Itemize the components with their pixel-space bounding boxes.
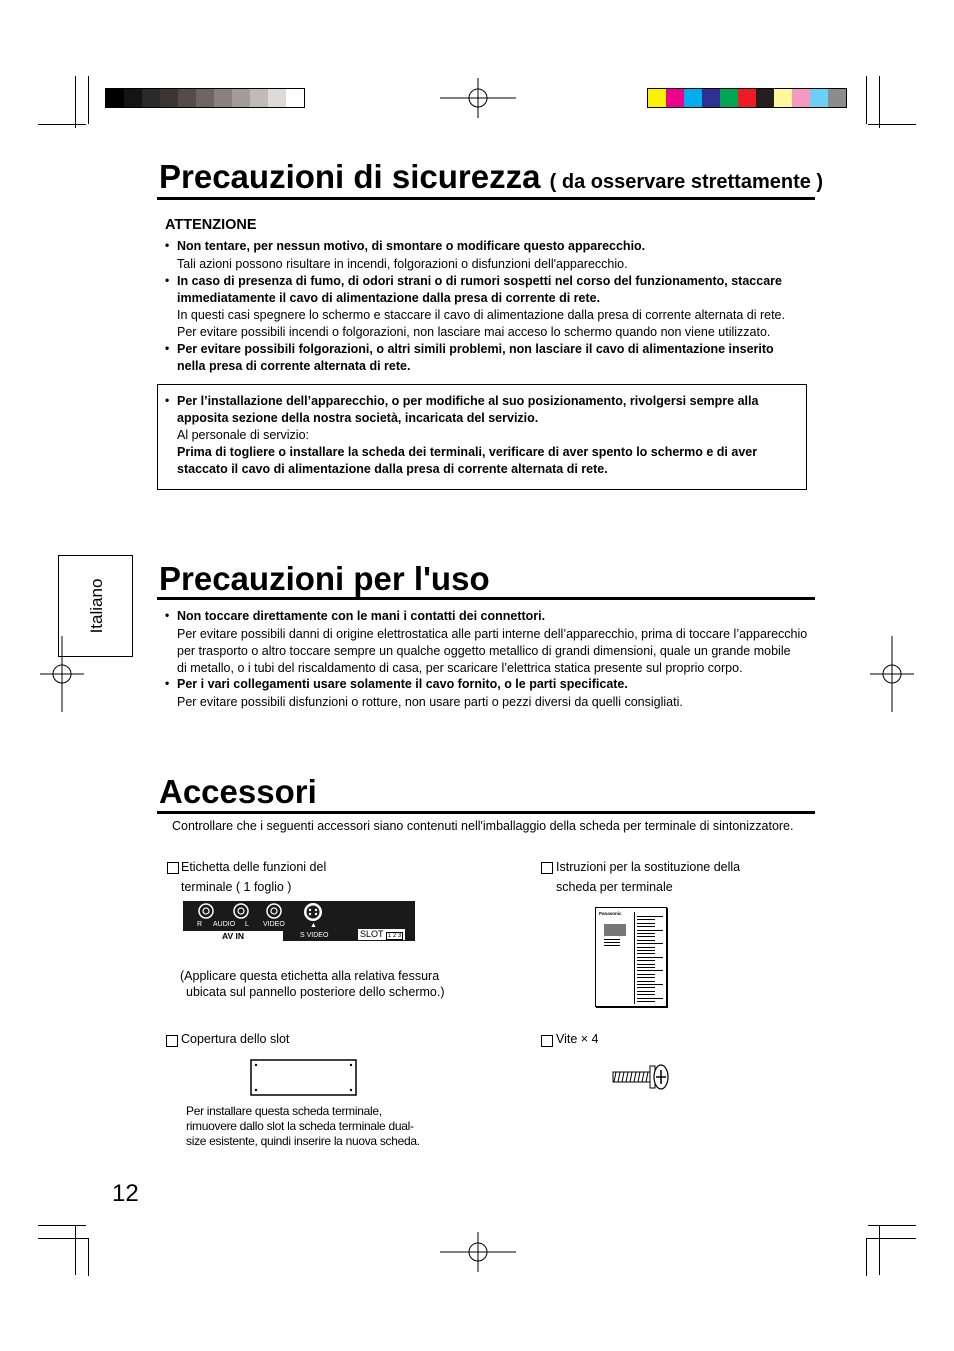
booklet-text-line — [637, 947, 655, 948]
booklet-text-line — [637, 967, 655, 968]
label-svideo: S VIDEO — [300, 932, 329, 939]
booklet-text-line — [604, 945, 620, 946]
booklet-text-line — [637, 916, 663, 917]
item3-note-2: rimuovere dallo slot la scheda terminale dual- — [186, 1119, 414, 1133]
bullet: • — [165, 341, 170, 355]
registration-swatch — [774, 89, 792, 107]
booklet-text-line — [637, 950, 655, 951]
registration-swatch — [666, 89, 684, 107]
accessories-intro: Controllare che i seguenti accessori siano contenuti nell'imballaggio della scheda per terminale di sintonizzatore. — [172, 819, 794, 833]
booklet-brand: Panasonic — [599, 911, 622, 916]
item3-note-3: size esistente, quindi inserire la nuova scheda. — [186, 1134, 420, 1148]
crop-mark — [88, 76, 89, 124]
booklet-text-line — [637, 919, 655, 920]
crop-mark — [866, 1238, 867, 1276]
registration-swatch — [142, 89, 160, 107]
booklet-text-line — [637, 957, 663, 958]
booklet-text-line — [637, 964, 655, 965]
checkbox-icon — [167, 862, 179, 874]
crop-mark — [866, 1238, 916, 1239]
registration-swatch — [720, 89, 738, 107]
registration-swatch — [792, 89, 810, 107]
section-rule — [157, 197, 815, 200]
booklet-text-line — [604, 939, 620, 940]
registration-swatch — [738, 89, 756, 107]
crop-mark — [868, 1225, 916, 1226]
registration-swatch — [160, 89, 178, 107]
booklet-text-line — [637, 926, 655, 927]
booklet-text-line — [637, 1001, 655, 1002]
booklet-text-line — [637, 940, 655, 941]
crop-mark — [868, 124, 916, 125]
registration-swatch — [702, 89, 720, 107]
language-tab-label: Italiano — [87, 578, 106, 634]
crop-mark — [88, 1238, 89, 1276]
booklet-image — [604, 924, 626, 936]
function-label-sticker — [183, 901, 415, 941]
attention-label: ATTENZIONE — [165, 217, 257, 233]
gray-registration-bar — [105, 88, 305, 108]
box-bold-2: apposita sezione della nostra società, incaricata del servizio. — [177, 411, 539, 425]
registration-swatch — [286, 89, 304, 107]
label-slot-text: SLOT — [360, 929, 384, 939]
instruction-booklet — [595, 907, 667, 1007]
item-label-line-2: terminale ( 1 foglio ) — [181, 880, 292, 894]
crop-mark — [75, 1225, 76, 1275]
box-bold-1: Per l’installazione dell’apparecchio, o per modifiche al suo posizionamento, rivolgersi sempre alla — [177, 394, 759, 408]
booklet-text-line — [637, 933, 655, 934]
use-bullet-1-text-1: Per evitare possibili danni di origine elettrostatica alle parti interne dell’apparecchio, prima di toccare l’apparecchio — [177, 627, 808, 641]
registration-target-icon — [440, 78, 516, 118]
checkbox-icon — [166, 1035, 178, 1047]
triangle-icon: ▲ — [310, 922, 317, 929]
crop-mark — [866, 76, 867, 124]
language-tab — [58, 555, 133, 657]
bullet: • — [165, 608, 170, 622]
booklet-text-line — [637, 953, 655, 954]
label-l: L — [245, 921, 249, 928]
registration-swatch — [250, 89, 268, 107]
page-number: 12 — [112, 1180, 139, 1207]
registration-swatch — [196, 89, 214, 107]
registration-target-icon — [440, 1232, 516, 1272]
crop-mark — [38, 124, 86, 125]
rca-jack-icon — [233, 903, 249, 919]
booklet-text-line — [637, 987, 655, 988]
use-bullet-2-bold: Per i vari collegamenti usare solamente il cavo fornito, o le parti specificate. — [177, 677, 628, 691]
crop-mark — [75, 76, 76, 128]
label-r: R — [197, 921, 203, 928]
box-bold-4: staccato il cavo di alimentazione dalla presa di corrente alternata di rete. — [177, 462, 608, 476]
crop-mark — [38, 1225, 86, 1226]
registration-swatch — [124, 89, 142, 107]
label-audio: AUDIO — [213, 921, 236, 928]
bullet: • — [165, 273, 170, 287]
safety-title — [159, 158, 823, 196]
registration-swatch — [684, 89, 702, 107]
label-video: VIDEO — [263, 921, 285, 928]
section-rule — [157, 597, 815, 600]
registration-swatch — [214, 89, 232, 107]
item-label-line-1: Etichetta delle funzioni del — [181, 860, 327, 874]
color-registration-bar — [647, 88, 847, 108]
label-slot — [358, 929, 405, 940]
registration-swatch — [756, 89, 774, 107]
use-bullet-2-text: Per evitare possibili disfunzioni o rotture, non usare parti o pezzi diversi da quelli consigliati. — [177, 695, 683, 709]
registration-target-icon — [870, 636, 914, 712]
use-title: Precauzioni per l'uso — [159, 560, 490, 597]
booklet-column — [634, 912, 665, 1004]
item3-note-1: Per installare questa scheda terminale, — [186, 1104, 382, 1118]
use-bullet-1-text-2: per trasporto o altro toccare sempre un qualche oggetto metallico di grandi dimensioni, quale un grande mobile — [177, 644, 791, 658]
booklet-text-line — [637, 960, 655, 961]
item3-label: Copertura dello slot — [181, 1032, 290, 1046]
rca-jack-icon — [266, 903, 282, 919]
registration-swatch — [268, 89, 286, 107]
safety-bullet-2-text-2: Per evitare possibili incendi o folgorazioni, non lasciare mai acceso lo schermo quando non viene utilizzato. — [177, 325, 771, 339]
bullet: • — [165, 393, 170, 407]
safety-bullet-2-text-1: In questi casi spegnere lo schermo e staccare il cavo di alimentazione dalla presa di corrente alternata di rete. — [177, 308, 785, 322]
accessories-title: Accessori — [159, 773, 317, 810]
registration-swatch — [232, 89, 250, 107]
booklet-text-line — [637, 998, 663, 999]
safety-title-main: Precauzioni di sicurezza — [159, 158, 541, 195]
item2-label-line-1: Istruzioni per la sostituzione della — [556, 860, 741, 874]
booklet-text-line — [637, 923, 655, 924]
crop-mark — [879, 1225, 880, 1275]
safety-bullet-3-bold-2: nella presa di corrente alternata di rete. — [177, 359, 411, 373]
checkbox-icon — [541, 1035, 553, 1047]
use-bullet-1-text-3: di metallo, o i tubi del riscaldamento di casa, per scaricare l’elettrica statica presente sul proprio corpo. — [177, 661, 743, 675]
crop-mark — [879, 76, 880, 128]
item2-label-line-2: scheda per terminale — [556, 880, 673, 894]
safety-bullet-1-text: Tali azioni possono risultare in incendi, folgorazioni o disfunzioni dell'apparecchio. — [177, 257, 628, 271]
registration-swatch — [648, 89, 666, 107]
booklet-text-line — [637, 970, 663, 971]
booklet-text-line — [637, 981, 655, 982]
registration-swatch — [828, 89, 846, 107]
label-slot-numbers: 1 2 3 — [387, 933, 402, 939]
booklet-text-line — [637, 974, 655, 975]
checkbox-icon — [541, 862, 553, 874]
item1-note-1: (Applicare questa etichetta alla relativa fessura — [180, 969, 440, 983]
booklet-text-line — [604, 942, 620, 943]
use-bullet-1-bold: Non toccare direttamente con le mani i contatti dei connettori. — [177, 609, 546, 623]
slot-cover-plate — [250, 1059, 358, 1097]
safety-bullet-1-bold: Non tentare, per nessun motivo, di smontare o modificare questo apparecchio. — [177, 239, 646, 253]
label-avin: AV IN — [183, 931, 283, 941]
screw-icon — [610, 1062, 670, 1092]
booklet-text-line — [637, 984, 663, 985]
booklet-text-line — [637, 943, 663, 944]
booklet-text-line — [637, 991, 655, 992]
item4-label: Vite × 4 — [556, 1032, 599, 1046]
bullet: • — [165, 676, 170, 690]
box-text: Al personale di servizio: — [177, 428, 310, 442]
s-video-jack-icon — [303, 902, 323, 922]
safety-subtitle: ( da osservare strettamente ) — [549, 171, 824, 193]
safety-bullet-2-bold-1: In caso di presenza di fumo, di odori strani o di rumori sospetti nel corso del funzionamento, staccare — [177, 274, 782, 288]
item1-note-2: ubicata sul pannello posteriore dello schermo.) — [186, 985, 445, 999]
box-bold-3: Prima di togliere o installare la scheda dei terminali, verificare di aver spento lo schermo e di aver — [177, 445, 758, 459]
booklet-text-line — [637, 930, 663, 931]
booklet-text-line — [637, 994, 655, 995]
crop-mark — [38, 1238, 88, 1239]
safety-bullet-2-bold-2: immediatamente il cavo di alimentazione dalla presa di corrente di rete. — [177, 291, 601, 305]
booklet-text-line — [637, 977, 655, 978]
booklet-text-line — [637, 936, 655, 937]
registration-swatch — [178, 89, 196, 107]
section-rule — [157, 811, 815, 814]
safety-bullet-3-bold-1: Per evitare possibili folgorazioni, o altri simili problemi, non lasciare il cavo di alimentazione inserito — [177, 342, 774, 356]
registration-swatch — [810, 89, 828, 107]
rca-jack-icon — [198, 903, 214, 919]
bullet: • — [165, 238, 170, 252]
registration-swatch — [106, 89, 124, 107]
